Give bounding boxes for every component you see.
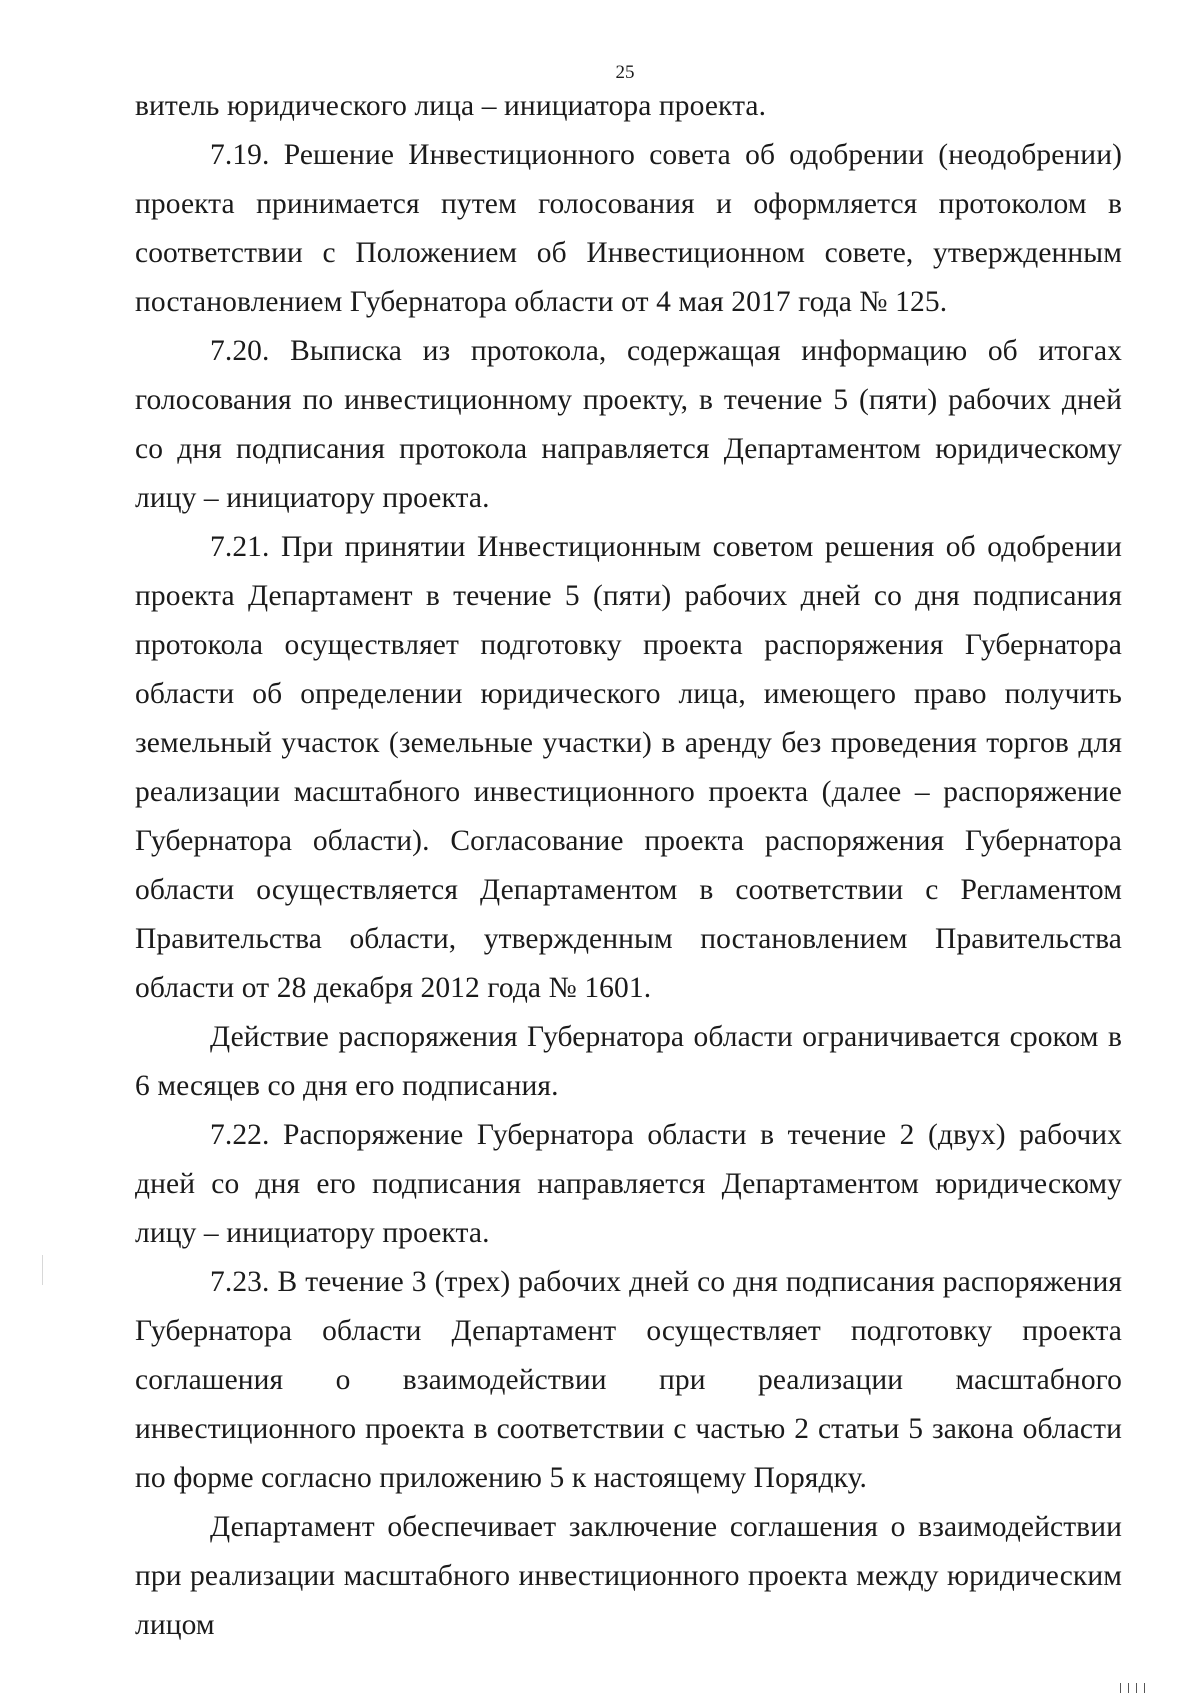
page-number: 25 [615,62,635,83]
scan-edge-mark [1120,1683,1121,1693]
document-body [135,82,1122,1650]
paragraph-order-validity: Действие распоряжения Губернатора области ограничивается сроком в 6 месяцев со дня его подписания. [135,1021,1122,1102]
paragraph-7-22: 7.22. Распоряжение Губернатора области в течение 2 (двух) рабочих дней со дня его подписания направляется Департаментом юридическому лицу – инициатору проекта. [135,1119,1122,1249]
scan-margin-mark [42,1255,43,1285]
paragraph-7-20: 7.20. Выписка из протокола, содержащая информацию об итогах голосования по инвестиционному проекту, в течение 5 (пяти) рабочих дней со дня подписания протокола направляется Департаментом юридическому лицу – инициатору проекта. [135,335,1122,514]
scan-edge-mark [1128,1683,1129,1693]
paragraph-7-19: 7.19. Решение Инвестиционного совета об одобрении (неодобрении) проекта принимается путем голосования и оформляется протоколом в соответствии с Положением об Инвестиционном совете, утвержденным постановлением Губернатора области от 4 мая 2017 года № 125. [135,139,1122,318]
paragraph-7-21: 7.21. При принятии Инвестиционным советом решения об одобрении проекта Департамент в течение 5 (пяти) рабочих дней со дня подписания протокола осуществляет подготовку проекта распоряжения Губернатора области об определении юридического лица, имеющего право получить земельный участок (земельные участки) в аренду без проведения торгов для реализации масштабного инвестиционного проекта (далее – распоряжение Губернатора области). Согласование проекта распоряжения Губернатора области осуществляется Департаментом в соответствии с Регламентом Правительства области, утвержденным постановлением Правительства области от 28 декабря 2012 года № 1601. [135,531,1122,1004]
scan-edge-marks [1120,1683,1190,1693]
scan-edge-mark [1136,1683,1137,1693]
paragraph-agreement: Департамент обеспечивает заключение соглашения о взаимодействии при реализации масштабного инвестиционного проекта между юридическим лицом [135,1511,1122,1641]
paragraph-continuation: витель юридического лица – инициатора проекта. [135,90,767,122]
paragraph-7-23: 7.23. В течение 3 (трех) рабочих дней со дня подписания распоряжения Губернатора области Департамент осуществляет подготовку проекта соглашения о взаимодействии при реализации масштабного инвестиционного проекта в соответствии с частью 2 статьи 5 закона области по форме согласно приложению 5 к настоящему Порядку. [135,1266,1122,1494]
scan-edge-mark [1144,1683,1145,1693]
